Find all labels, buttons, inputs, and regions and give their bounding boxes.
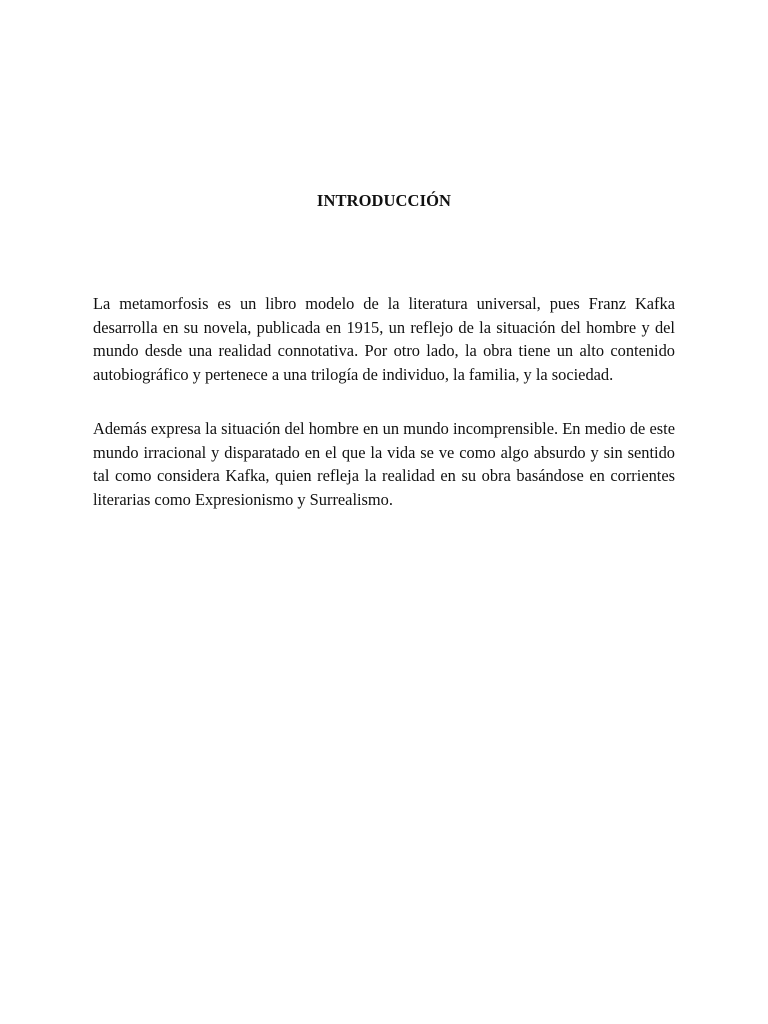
page-title: INTRODUCCIÓN	[316, 191, 452, 210]
paragraph-2: Además expresa la situación del hombre en un mundo incomprensible. En medio de este mundo irracional y disparatado en el que la vida se ve como algo absurdo y sin sentido tal como considera Kafka, quien refleja la realidad en su obra basándose en corrientes literarias como Expresionismo y Surrealismo.	[93, 419, 675, 509]
paragraph-1: La metamorfosis es un libro modelo de la literatura universal, pues Franz Kafka desarrolla en su novela, publicada en 1915, un reflejo de la situación del hombre y del mundo desde una realidad connotativa. Por otro lado, la obra tiene un alto contenido autobiográfico y pertenece a una trilogía de individuo, la familia, y la sociedad.	[93, 294, 675, 384]
